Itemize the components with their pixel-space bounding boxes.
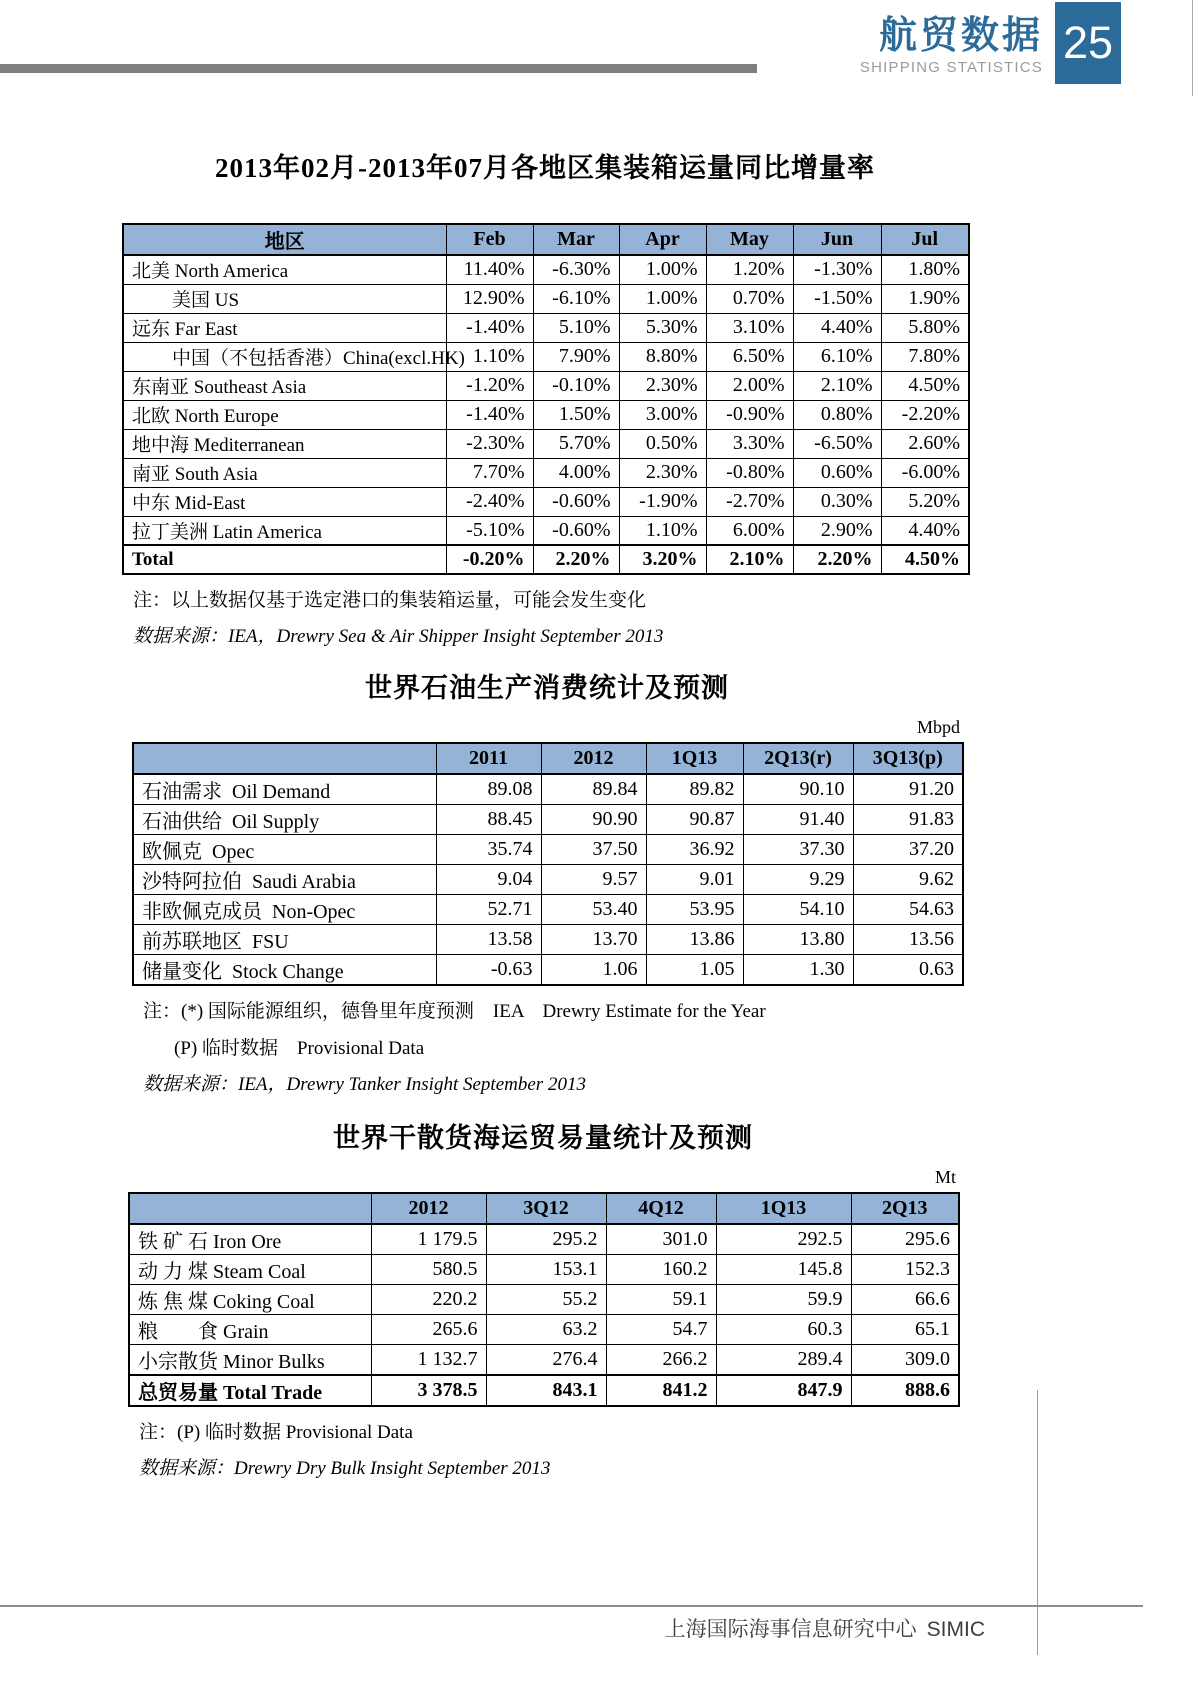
- value-cell: 1.10%: [619, 516, 706, 545]
- row-label-cell: 美国 US: [123, 284, 446, 313]
- row-label-cell: 拉丁美洲 Latin America: [123, 516, 446, 545]
- value-cell: 91.20: [853, 774, 963, 805]
- value-cell: 35.74: [436, 835, 541, 865]
- row-label-cell: 炼 焦 煤 Coking Coal: [129, 1285, 371, 1315]
- unit-label-mt: Mt: [934, 1167, 956, 1187]
- table-body: [133, 774, 963, 985]
- value-cell: 301.0: [606, 1224, 716, 1255]
- table-row: [123, 255, 969, 284]
- value-cell: 1.90%: [881, 284, 969, 313]
- section-title-dry-bulk: 世界干散货海运贸易量统计及预测: [333, 1123, 753, 1153]
- column-header: 2012: [371, 1193, 486, 1224]
- table-row: [123, 313, 969, 342]
- value-cell: 309.0: [851, 1345, 959, 1376]
- value-cell: 153.1: [486, 1255, 606, 1285]
- value-cell: -0.60%: [533, 487, 619, 516]
- value-cell: 2.10%: [793, 371, 881, 400]
- value-cell: -0.20%: [446, 545, 533, 574]
- value-cell: 37.20: [853, 835, 963, 865]
- value-cell: 7.90%: [533, 342, 619, 371]
- value-cell: -6.10%: [533, 284, 619, 313]
- value-cell: 13.70: [541, 925, 646, 955]
- value-cell: 841.2: [606, 1375, 716, 1406]
- column-header: Jul: [881, 224, 969, 255]
- value-cell: 580.5: [371, 1255, 486, 1285]
- value-cell: 53.95: [646, 895, 743, 925]
- value-cell: 4.50%: [881, 545, 969, 574]
- column-header: 2Q13: [851, 1193, 959, 1224]
- value-cell: 0.70%: [706, 284, 793, 313]
- value-cell: 1 132.7: [371, 1345, 486, 1376]
- value-cell: 53.40: [541, 895, 646, 925]
- row-label-cell: 小宗散货 Minor Bulks: [129, 1345, 371, 1376]
- value-cell: 0.50%: [619, 429, 706, 458]
- row-label-cell: 中东 Mid-East: [123, 487, 446, 516]
- brand-title-cn: 航贸数据: [878, 15, 1043, 57]
- value-cell: 90.87: [646, 805, 743, 835]
- value-cell: 2.30%: [619, 371, 706, 400]
- header-row: [133, 743, 963, 774]
- column-header: 1Q13: [646, 743, 743, 774]
- column-header: 2011: [436, 743, 541, 774]
- value-cell: 60.3: [716, 1315, 851, 1345]
- value-cell: -0.10%: [533, 371, 619, 400]
- container-volume-table: [122, 223, 970, 575]
- value-cell: 6.10%: [793, 342, 881, 371]
- table-row: [129, 1224, 959, 1255]
- row-label-cell: 地中海 Mediterranean: [123, 429, 446, 458]
- table-row: [133, 805, 963, 835]
- table-row: [129, 1285, 959, 1315]
- value-cell: 292.5: [716, 1224, 851, 1255]
- column-header: 3Q12: [486, 1193, 606, 1224]
- value-cell: 90.90: [541, 805, 646, 835]
- value-cell: 0.60%: [793, 458, 881, 487]
- value-cell: 66.6: [851, 1285, 959, 1315]
- table-row: [129, 1255, 959, 1285]
- value-cell: 3.00%: [619, 400, 706, 429]
- table-row: [123, 545, 969, 574]
- table-row: [129, 1375, 959, 1406]
- value-cell: -1.50%: [793, 284, 881, 313]
- value-cell: 276.4: [486, 1345, 606, 1376]
- value-cell: 4.50%: [881, 371, 969, 400]
- value-cell: 55.2: [486, 1285, 606, 1315]
- value-cell: -2.20%: [881, 400, 969, 429]
- value-cell: 160.2: [606, 1255, 716, 1285]
- value-cell: 13.56: [853, 925, 963, 955]
- value-cell: 220.2: [371, 1285, 486, 1315]
- value-cell: -1.90%: [619, 487, 706, 516]
- value-cell: 4.40%: [881, 516, 969, 545]
- footer-vertical-rule: [1037, 1390, 1038, 1655]
- value-cell: 3.20%: [619, 545, 706, 574]
- value-cell: 54.63: [853, 895, 963, 925]
- value-cell: 1.06: [541, 955, 646, 986]
- value-cell: 6.00%: [706, 516, 793, 545]
- brand-title-en: SHIPPING STATISTICS: [859, 58, 1043, 76]
- table-row: [123, 371, 969, 400]
- row-label-cell: 储量变化 Stock Change: [133, 955, 436, 986]
- table-row: [123, 429, 969, 458]
- value-cell: 2.30%: [619, 458, 706, 487]
- data-source: 数据来源：IEA，Drewry Sea & Air Shipper Insight September 2013: [133, 626, 664, 647]
- value-cell: 5.70%: [533, 429, 619, 458]
- value-cell: -2.30%: [446, 429, 533, 458]
- value-cell: 4.40%: [793, 313, 881, 342]
- value-cell: 11.40%: [446, 255, 533, 284]
- row-label-cell: Total: [123, 545, 446, 574]
- section-title-oil: 世界石油生产消费统计及预测: [365, 673, 729, 703]
- header-row: [123, 224, 969, 255]
- row-label-cell: 动 力 煤 Steam Coal: [129, 1255, 371, 1285]
- value-cell: 0.30%: [793, 487, 881, 516]
- value-cell: 265.6: [371, 1315, 486, 1345]
- column-header: 3Q13(p): [853, 743, 963, 774]
- column-header: 地区: [123, 224, 446, 255]
- value-cell: 59.1: [606, 1285, 716, 1315]
- value-cell: 0.63: [853, 955, 963, 986]
- value-cell: 13.80: [743, 925, 853, 955]
- value-cell: 2.90%: [793, 516, 881, 545]
- value-cell: 266.2: [606, 1345, 716, 1376]
- section-dry-bulk: [128, 1096, 958, 1480]
- column-header: 4Q12: [606, 1193, 716, 1224]
- value-cell: 843.1: [486, 1375, 606, 1406]
- row-label-cell: 北美 North America: [123, 255, 446, 284]
- value-cell: 36.92: [646, 835, 743, 865]
- value-cell: 12.90%: [446, 284, 533, 313]
- value-cell: -0.90%: [706, 400, 793, 429]
- value-cell: 1 179.5: [371, 1224, 486, 1255]
- value-cell: 2.60%: [881, 429, 969, 458]
- row-label-cell: 铁 矿 石 Iron Ore: [129, 1224, 371, 1255]
- column-header: [133, 743, 436, 774]
- table-row: [133, 925, 963, 955]
- table-row: [129, 1345, 959, 1376]
- value-cell: 1.00%: [619, 255, 706, 284]
- value-cell: -6.50%: [793, 429, 881, 458]
- value-cell: 888.6: [851, 1375, 959, 1406]
- value-cell: 145.8: [716, 1255, 851, 1285]
- value-cell: 3.10%: [706, 313, 793, 342]
- table-row: [129, 1315, 959, 1345]
- row-label-cell: 沙特阿拉伯 Saudi Arabia: [133, 865, 436, 895]
- value-cell: 91.40: [743, 805, 853, 835]
- value-cell: 5.80%: [881, 313, 969, 342]
- table-row: [123, 458, 969, 487]
- value-cell: 59.9: [716, 1285, 851, 1315]
- row-label-cell: 非欧佩克成员 Non-Opec: [133, 895, 436, 925]
- value-cell: 37.50: [541, 835, 646, 865]
- value-cell: 91.83: [853, 805, 963, 835]
- unit-label-mbpd: Mbpd: [916, 717, 960, 737]
- value-cell: 37.30: [743, 835, 853, 865]
- table-note-line2: (P) 临时数据 Provisional Data: [174, 1038, 425, 1059]
- column-header: May: [706, 224, 793, 255]
- table-row: [123, 284, 969, 313]
- value-cell: 89.82: [646, 774, 743, 805]
- table-note: 注：以上数据仅基于选定港口的集装箱运量，可能会发生变化: [133, 590, 647, 611]
- value-cell: 13.86: [646, 925, 743, 955]
- value-cell: 54.7: [606, 1315, 716, 1345]
- value-cell: 1.80%: [881, 255, 969, 284]
- column-header: Mar: [533, 224, 619, 255]
- table-row: [133, 955, 963, 986]
- footer-publisher-en: SIMIC: [926, 1618, 985, 1641]
- footer-horizontal-rule: [0, 1605, 1143, 1607]
- row-label-cell: 远东 Far East: [123, 313, 446, 342]
- row-label-cell: 粮 食 Grain: [129, 1315, 371, 1345]
- oil-table: [132, 742, 964, 986]
- value-cell: 1.50%: [533, 400, 619, 429]
- value-cell: 3 378.5: [371, 1375, 486, 1406]
- value-cell: 4.00%: [533, 458, 619, 487]
- value-cell: -0.60%: [533, 516, 619, 545]
- table-note-line1: 注：(*) 国际能源组织，德鲁里年度预测 IEA Drewry Estimate for the Year: [143, 1001, 766, 1022]
- row-label-cell: 石油需求 Oil Demand: [133, 774, 436, 805]
- value-cell: 295.6: [851, 1224, 959, 1255]
- value-cell: 5.20%: [881, 487, 969, 516]
- row-label-cell: 南亚 South Asia: [123, 458, 446, 487]
- table-row: [133, 835, 963, 865]
- table-row: [123, 342, 969, 371]
- value-cell: 2.00%: [706, 371, 793, 400]
- value-cell: 7.80%: [881, 342, 969, 371]
- column-header: 1Q13: [716, 1193, 851, 1224]
- row-label-cell: 东南亚 Southeast Asia: [123, 371, 446, 400]
- table-note: 注：(P) 临时数据 Provisional Data: [139, 1422, 413, 1443]
- value-cell: 6.50%: [706, 342, 793, 371]
- value-cell: 54.10: [743, 895, 853, 925]
- value-cell: 1.10%: [446, 342, 533, 371]
- value-cell: 13.58: [436, 925, 541, 955]
- value-cell: 9.57: [541, 865, 646, 895]
- value-cell: -6.00%: [881, 458, 969, 487]
- row-label-cell: 前苏联地区 FSU: [133, 925, 436, 955]
- table-row: [123, 487, 969, 516]
- value-cell: -1.40%: [446, 400, 533, 429]
- data-source: 数据来源：Drewry Dry Bulk Insight September 2013: [139, 1458, 551, 1479]
- section-title-container-volume: 2013年02月-2013年07月各地区集装箱运量同比增量率: [215, 153, 875, 183]
- value-cell: 289.4: [716, 1345, 851, 1376]
- value-cell: 7.70%: [446, 458, 533, 487]
- value-cell: 2.20%: [793, 545, 881, 574]
- value-cell: -0.80%: [706, 458, 793, 487]
- column-header: 2012: [541, 743, 646, 774]
- value-cell: -1.20%: [446, 371, 533, 400]
- column-header: Apr: [619, 224, 706, 255]
- row-label-cell: 总贸易量 Total Trade: [129, 1375, 371, 1406]
- dry-bulk-table: [128, 1192, 960, 1407]
- value-cell: 52.71: [436, 895, 541, 925]
- column-header: Jun: [793, 224, 881, 255]
- value-cell: 65.1: [851, 1315, 959, 1345]
- table-row: [123, 516, 969, 545]
- value-cell: 0.80%: [793, 400, 881, 429]
- value-cell: -6.30%: [533, 255, 619, 284]
- value-cell: 5.30%: [619, 313, 706, 342]
- value-cell: -2.70%: [706, 487, 793, 516]
- table-body: [123, 255, 969, 574]
- value-cell: 1.30: [743, 955, 853, 986]
- value-cell: -1.30%: [793, 255, 881, 284]
- value-cell: 89.84: [541, 774, 646, 805]
- value-cell: 90.10: [743, 774, 853, 805]
- value-cell: 1.05: [646, 955, 743, 986]
- table-header: [123, 224, 969, 255]
- table-row: [123, 400, 969, 429]
- value-cell: 152.3: [851, 1255, 959, 1285]
- value-cell: 2.20%: [533, 545, 619, 574]
- value-cell: 1.00%: [619, 284, 706, 313]
- value-cell: 1.20%: [706, 255, 793, 284]
- page-number: 25: [1062, 17, 1114, 68]
- table-row: [133, 774, 963, 805]
- footer-publisher: [0, 1613, 985, 1643]
- column-header: [129, 1193, 371, 1224]
- row-label-cell: 北欧 North Europe: [123, 400, 446, 429]
- header-row: [129, 1193, 959, 1224]
- value-cell: 9.29: [743, 865, 853, 895]
- table-header: [129, 1193, 959, 1224]
- value-cell: 295.2: [486, 1224, 606, 1255]
- value-cell: 63.2: [486, 1315, 606, 1345]
- value-cell: 9.62: [853, 865, 963, 895]
- column-header: Feb: [446, 224, 533, 255]
- value-cell: 2.10%: [706, 545, 793, 574]
- row-label-cell: 中国（不包括香港）China(excl.HK): [123, 342, 446, 371]
- table-row: [133, 865, 963, 895]
- value-cell: 89.08: [436, 774, 541, 805]
- value-cell: 3.30%: [706, 429, 793, 458]
- value-cell: 8.80%: [619, 342, 706, 371]
- section-oil: [132, 648, 962, 1096]
- table-row: [133, 895, 963, 925]
- value-cell: -2.40%: [446, 487, 533, 516]
- row-label-cell: 欧佩克 Opec: [133, 835, 436, 865]
- table-body: [129, 1224, 959, 1406]
- row-label-cell: 石油供给 Oil Supply: [133, 805, 436, 835]
- footer-publisher-cn: 上海国际海事信息研究中心: [664, 1618, 917, 1641]
- value-cell: -5.10%: [446, 516, 533, 545]
- value-cell: 5.10%: [533, 313, 619, 342]
- section-container-volume: [122, 0, 968, 648]
- table-header: [133, 743, 963, 774]
- value-cell: 9.04: [436, 865, 541, 895]
- column-header: 2Q13(r): [743, 743, 853, 774]
- value-cell: 88.45: [436, 805, 541, 835]
- value-cell: -1.40%: [446, 313, 533, 342]
- value-cell: 9.01: [646, 865, 743, 895]
- value-cell: -0.63: [436, 955, 541, 986]
- value-cell: 847.9: [716, 1375, 851, 1406]
- data-source: 数据来源：IEA，Drewry Tanker Insight September 2013: [143, 1074, 586, 1095]
